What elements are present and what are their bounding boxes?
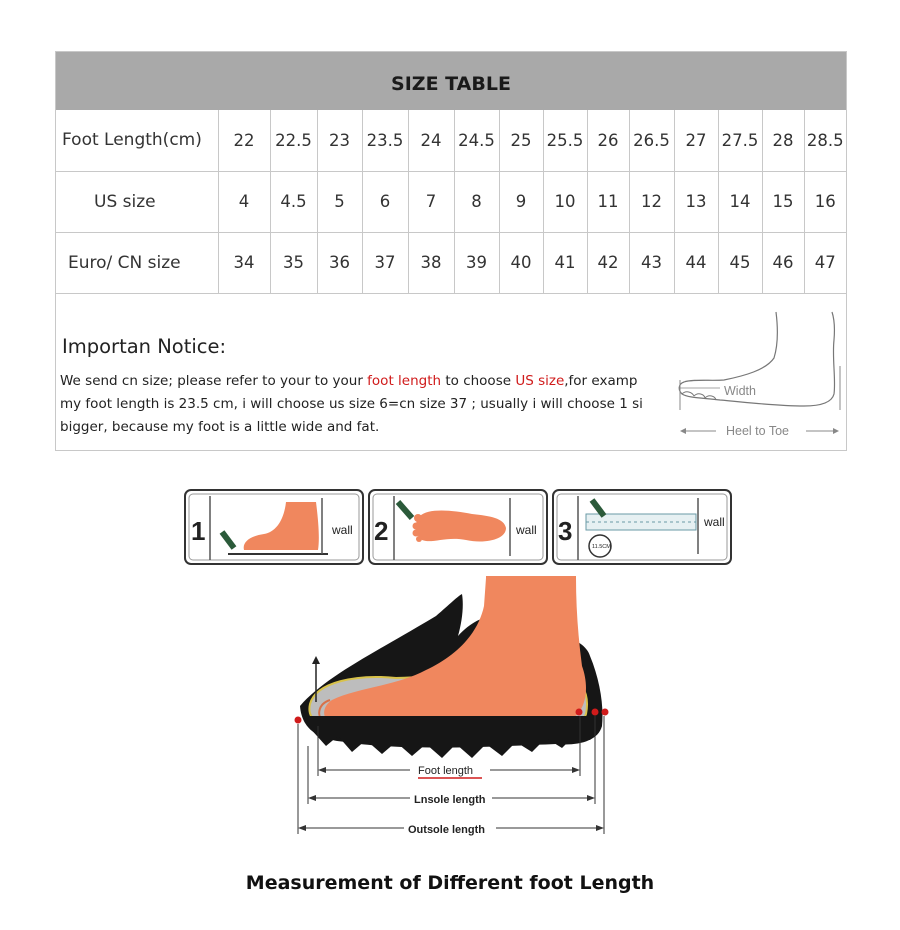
notice-highlight-us-size: US size [515,373,565,389]
size-cell: 16 [804,171,846,232]
notice-text: We send cn size; please refer to your to your [60,373,368,389]
step-2-wall-label: wall [516,523,537,537]
size-cell: 37 [362,232,408,293]
figure-caption: Measurement of Different foot Length [245,872,655,894]
size-cell: 13 [674,171,718,232]
size-cell: 23.5 [362,110,408,171]
size-cell: 36 [317,232,362,293]
measuring-steps-illustration [184,488,734,568]
size-row-label: Foot Length(cm) [56,110,218,171]
size-cell: 40 [499,232,543,293]
size-cell: 7 [408,171,454,232]
size-cell: 46 [762,232,804,293]
size-cell: 4.5 [270,171,317,232]
size-row-label: Euro/ CN size [56,232,218,293]
size-table [56,110,846,294]
size-cell: 24.5 [454,110,499,171]
notice-line-1 [60,370,660,393]
size-cell: 42 [587,232,629,293]
size-cell: 27 [674,110,718,171]
size-cell: 12 [629,171,674,232]
size-cell: 28 [762,110,804,171]
size-cell: 28.5 [804,110,846,171]
step-1-panel [185,490,363,564]
size-cell: 11 [587,171,629,232]
size-cell: 34 [218,232,270,293]
size-cell: 15 [762,171,804,232]
size-cell: 27.5 [718,110,762,171]
heel-to-toe-label: Heel to Toe [726,424,790,438]
notice-body [60,370,660,442]
size-cell: 41 [543,232,587,293]
step-2-number: 2 [374,516,389,546]
width-label: Width [724,384,756,398]
notice-text: to choose [441,373,516,389]
step-1-wall-label: wall [332,523,353,537]
size-cell: 25 [499,110,543,171]
size-cell: 23 [317,110,362,171]
size-cell: 6 [362,171,408,232]
notice-line-2: my foot length is 23.5 cm, i will choose us size 6=cn size 37 ; usually i will choose 1 si [60,396,643,412]
step-1-number: 1 [191,516,206,546]
size-cell: 22.5 [270,110,317,171]
shoe-length-illustration [286,576,616,838]
size-cell: 25.5 [543,110,587,171]
step-2-panel [369,490,547,564]
foot-width-illustration [674,310,846,442]
size-cell: 45 [718,232,762,293]
size-cell: 24 [408,110,454,171]
notice-text: ,for examp [564,373,638,389]
notice-line-3: bigger, because my foot is a little wide and fat. [60,419,380,435]
size-cell: 43 [629,232,674,293]
size-table-row [56,110,846,171]
step-3-number: 3 [558,516,573,546]
size-card [55,51,847,451]
size-table-row [56,232,846,293]
outsole-length-label: Outsole length [408,824,485,836]
size-cell: 9 [499,171,543,232]
size-cell: 22 [218,110,270,171]
size-cell: 38 [408,232,454,293]
size-row-label: US size [56,171,218,232]
size-cell: 5 [317,171,362,232]
notice-highlight-foot-length: foot length [367,373,442,389]
foot-length-label: Foot length [418,765,474,777]
size-cell: 35 [270,232,317,293]
size-cell: 14 [718,171,762,232]
notice-title: Importan Notice: [62,335,227,358]
size-table-title: SIZE TABLE [56,52,846,110]
size-cell: 8 [454,171,499,232]
size-cell: 26 [587,110,629,171]
insole-length-label: Lnsole length [414,794,486,806]
size-cell: 4 [218,171,270,232]
step-3-measure-label: 11.5CM [592,544,611,550]
step-3-panel [553,490,731,564]
size-cell: 47 [804,232,846,293]
size-cell: 44 [674,232,718,293]
size-table-row [56,171,846,232]
size-cell: 26.5 [629,110,674,171]
size-cell: 10 [543,171,587,232]
size-cell: 39 [454,232,499,293]
step-3-wall-label: wall [704,515,725,529]
